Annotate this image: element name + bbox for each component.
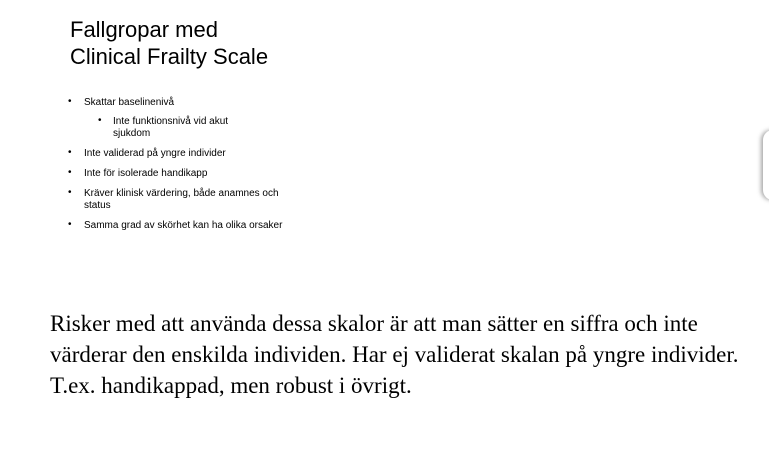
- speaker-notes: [50, 308, 769, 401]
- bullet-text: Inte för isolerade handikapp: [84, 168, 208, 179]
- bullet-text: Inte validerad på yngre individer: [84, 148, 226, 159]
- bullet-icon: •: [68, 147, 72, 158]
- bullet-item: [0, 220, 284, 232]
- bullet-item: [0, 188, 284, 212]
- bullet-item: [0, 97, 284, 109]
- slide-title-line-2: Clinical Frailty Scale: [70, 44, 269, 69]
- bullet-list: [0, 97, 300, 240]
- bullet-text: Skattar baselinenivå: [84, 97, 175, 108]
- bullet-icon: •: [98, 115, 102, 126]
- bullet-text: Inte funktionsnivå vid akut sjukdom: [113, 116, 229, 139]
- slide-title: [70, 16, 390, 70]
- sub-bullet-item: [0, 116, 263, 140]
- bullet-text: Kräver klinisk värdering, både anamnes och status: [84, 188, 279, 211]
- notes-paragraph-2: T.ex. handikappad, men robust i övrigt.: [50, 373, 412, 398]
- bullet-item: [0, 148, 284, 160]
- bullet-text: Samma grad av skörhet kan ha olika orsaker: [84, 220, 283, 231]
- bullet-icon: •: [68, 187, 72, 198]
- bullet-icon: •: [68, 167, 72, 178]
- side-drawer-handle[interactable]: [763, 130, 769, 200]
- notes-paragraph-1: Risker med att använda dessa skalor är att man sätter en siffra och inte värderar den enskilda individen. Har ej validerat skalan på yngre individer.: [50, 311, 739, 367]
- bullet-item: [0, 168, 284, 180]
- bullet-icon: •: [68, 219, 72, 230]
- slide-title-line-1: Fallgropar med: [70, 17, 218, 42]
- bullet-icon: •: [68, 96, 72, 107]
